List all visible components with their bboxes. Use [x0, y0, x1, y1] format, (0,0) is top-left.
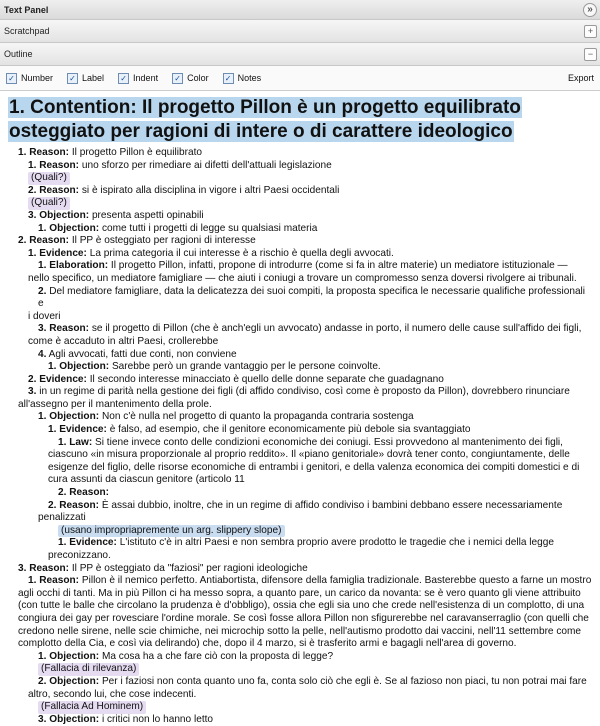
text-panel-bar[interactable]: [0, 0, 600, 20]
item-number-label: 2.: [38, 285, 47, 297]
item-number-label: 1. Reason:: [28, 159, 80, 171]
item-text: Agli avvocati, fatti due conti, non conviene: [46, 348, 237, 360]
outline-item[interactable]: [8, 210, 593, 223]
item-number-label: 3.: [28, 386, 37, 398]
outline-item[interactable]: [8, 361, 593, 374]
export-button[interactable]: Export: [567, 73, 594, 83]
collapse-minus-icon[interactable]: −: [584, 48, 597, 61]
outline-note: (Fallacia di rilevanza): [8, 663, 593, 676]
item-text: è falso, ad esempio, che il genitore economicamente più debole sia svantaggiato: [106, 424, 471, 436]
item-text: Il progetto Pillon, infatti, propone di introdurre (come si fa in altre materie) un mediatore istituzionale —: [108, 260, 568, 272]
checkbox-checked-icon[interactable]: ✓: [67, 73, 78, 84]
outline-note: (Quali?): [8, 172, 593, 185]
item-number-label: 1. Evidence:: [28, 247, 87, 259]
checkbox-checked-icon[interactable]: ✓: [223, 73, 234, 84]
item-text-continuation: penalizzati: [38, 512, 86, 524]
outline-item[interactable]: [8, 160, 593, 173]
outline-item[interactable]: [8, 323, 593, 336]
item-number-label: 2. Reason:: [58, 487, 110, 499]
outline-note: (Quali?): [8, 197, 593, 210]
outline-item[interactable]: [8, 424, 593, 437]
scratchpad-bar[interactable]: [0, 20, 600, 43]
option-label[interactable]: ✓ Label: [67, 73, 104, 84]
option-indent[interactable]: ✓ Indent: [118, 73, 158, 84]
item-number-label: 1. Objection:: [48, 361, 110, 373]
outline-item[interactable]: [8, 500, 593, 513]
outline-item[interactable]: [8, 235, 593, 248]
outline-item[interactable]: [8, 651, 593, 664]
outline-item[interactable]: [8, 411, 593, 424]
item-number-label: 1. Evidence:: [58, 537, 117, 549]
option-color[interactable]: ✓ Color: [172, 73, 209, 84]
item-text-continuation: cura assunti da ciascun genitore (articolo 11: [48, 474, 245, 486]
item-text: in un regime di parità nella gestione dei figli (di affido condiviso, così come è proposto da Pillon), dovrebbero rinunciare: [36, 386, 570, 398]
outline-item[interactable]: [8, 223, 593, 236]
contention-title: 1. Contention: Il progetto Pillon è un progetto equilibrato osteggiato per ragioni di intere o di carattere ideologico: [9, 97, 521, 142]
item-text-continuation: agli occhi di tanti. Ma in più Pillon ci ha messo sopra, a quanto pare, un carico da novanta: se è vero quanto gli viene attribuito: [18, 587, 581, 599]
item-number-label: 1. Law:: [58, 436, 93, 448]
item-number-label: 1. Reason:: [28, 575, 80, 587]
option-notes[interactable]: ✓ Notes: [223, 73, 262, 84]
item-text: Del mediatore famigliare, data la delicatezza dei suoi compiti, la proposta specifica le necessarie qualifiche professionali e: [38, 285, 586, 310]
item-text-continuation: altro, secondo lui, che cose indecenti.: [28, 688, 197, 700]
item-text: Il PP è osteggiato da "faziosi" per ragioni ideologiche: [69, 562, 308, 574]
item-number-label: 2. Reason:: [28, 184, 80, 196]
outline-bar[interactable]: [0, 43, 600, 66]
outline-item[interactable]: [8, 248, 593, 261]
item-text: È assai dubbio, inoltre, che in un regime di affido condiviso i bambini debbano essere necessariamente: [99, 499, 563, 511]
text-panel-title: Text Panel: [4, 4, 49, 15]
outline-item[interactable]: [8, 676, 593, 689]
outline-item[interactable]: [8, 386, 593, 399]
item-number-label: 1. Objection:: [38, 222, 100, 234]
item-text: Sarebbe però un grande vantaggio per le persone coinvolte.: [109, 361, 381, 373]
item-text: Il secondo interesse minacciato è quello delle donne separate che guadagnano: [86, 373, 444, 385]
item-number-label: 3. Objection:: [28, 209, 90, 221]
item-text: presenta aspetti opinabili: [89, 209, 204, 221]
item-text-continuation: nello specifico, un mediatore famigliare — che aiuti i coniugi a trovare un compromesso senza doversi rivolgere ai tribunali.: [28, 272, 577, 284]
option-number[interactable]: ✓ Number: [6, 73, 53, 84]
item-number-label: 1. Elaboration:: [38, 260, 109, 272]
outline-item[interactable]: [8, 537, 593, 550]
item-text: Pillon è il nemico perfetto. Antiabortista, difensore della famiglia tradizionale. Basterebbe questo a farne un mostro: [79, 575, 592, 587]
item-number-label: 3. Reason:: [38, 323, 90, 335]
outline-item[interactable]: [8, 575, 593, 588]
item-text: Il PP è osteggiato per ragioni di interesse: [69, 235, 256, 247]
item-text-continuation: preconizzano.: [48, 550, 111, 561]
outline-item[interactable]: [8, 147, 593, 160]
item-text-continuation: (con tutte le balle che circolano la prudenza è d'obbligo), ossia che egli sia uno che crede nell'esistenza di un complotto, di una: [18, 600, 585, 612]
outline-lines: [8, 147, 593, 726]
item-text-continuation: congiura dei gay per rovesciare l'ordine morale. Se così fosse allora Pillon non sfigurerebbe nel caravanserraglio (con quelli che: [18, 612, 589, 624]
outline-item[interactable]: [8, 260, 593, 273]
item-number-label: 3. Reason:: [18, 562, 70, 574]
item-text-continuation: ciascuno «in misura proporzionale al proprio reddito». Il «piano genitoriale» dovrà tener conto, congiuntamente, delle: [48, 449, 570, 461]
item-text: Non c'è nulla nel progetto di quanto la propaganda contraria sostenga: [99, 411, 414, 423]
collapse-icon[interactable]: »: [583, 3, 597, 17]
item-number-label: 1. Reason:: [18, 147, 70, 158]
item-number-label: 1. Objection:: [38, 650, 100, 662]
item-text-continuation: come è accaduto in altri Paesi, crollerebbe: [28, 335, 219, 347]
item-text: La prima categoria il cui interesse è a rischio è quella degli avvocati.: [86, 247, 394, 259]
item-text-continuation: all'assegno per il mantenimento della prole.: [18, 398, 212, 410]
item-text: Ma cosa ha a che fare ciò con la proposta di legge?: [99, 650, 334, 662]
item-text-continuation: esigenze del figlio, delle risorse economiche di entrambi i genitori, e della valenza economica dei compiti domestici e di: [48, 461, 580, 473]
outline-item[interactable]: [8, 487, 593, 500]
item-text: se il progetto di Pillon (che è anch'egli un avvocato) andasse in porto, il numero delle cause sull'affido dei figli,: [89, 323, 582, 335]
item-text: Si tiene invece conto delle condizioni economiche dei coniugi. Essi provvedono al mantenimento dei figli,: [92, 436, 563, 448]
item-number-label: 2. Reason:: [48, 499, 100, 511]
scratchpad-title: Scratchpad: [4, 26, 50, 36]
outline-title: Outline: [4, 49, 33, 59]
outline-item[interactable]: [8, 185, 593, 198]
item-text: uno sforzo per rimediare ai difetti dell'attuali legislazione: [79, 159, 332, 171]
outline-note: (Fallacia Ad Hominem): [8, 701, 593, 714]
item-text-continuation: credono nelle sirene, nelle scie chimiche, nei microchip sotto la pelle, nell'autismo prodotto dai vaccini, nell'11 settembre come: [18, 625, 582, 637]
item-number-label: 2. Evidence:: [28, 373, 87, 385]
item-text: Per i faziosi non conta quanto uno fa, conta solo ciò che egli è. Se al fazioso non piaci, tu non potrai mai fare: [99, 675, 587, 687]
item-number-label: 4.: [38, 348, 47, 360]
expand-plus-icon[interactable]: +: [584, 25, 597, 38]
item-text: i critici non lo hanno letto: [99, 713, 214, 725]
outline-text: [0, 91, 600, 726]
item-number-label: 3. Objection:: [38, 713, 100, 725]
outline-item[interactable]: [8, 349, 593, 362]
outline-item[interactable]: [8, 714, 593, 726]
checkbox-checked-icon[interactable]: ✓: [118, 73, 129, 84]
outline-options: [0, 66, 600, 91]
checkbox-checked-icon[interactable]: ✓: [6, 73, 17, 84]
item-number-label: 2. Objection:: [38, 675, 100, 687]
item-text-continuation: complotto della Cia, e così via delirando) che, dopo il 4 marzo, si è trasferito armi e bagagli nell'area di governo.: [18, 638, 517, 650]
outline-note: (usano impropriapremente un arg. slippery slope): [8, 525, 593, 538]
outline-item[interactable]: [8, 374, 593, 387]
outline-item[interactable]: [8, 437, 593, 450]
item-text: L'istituto c'è in altri Paesi e non sembra proprio avere prodotto le tragedie che i nemici della legge: [116, 537, 554, 549]
item-text: come tutti i progetti di legge su qualsiasi materia: [99, 222, 318, 234]
item-text-continuation: i doveri: [28, 310, 61, 322]
checkbox-checked-icon[interactable]: ✓: [172, 73, 183, 84]
item-text: Il progetto Pillon è equilibrato: [69, 147, 203, 158]
outline-item[interactable]: [8, 563, 593, 576]
item-number-label: 1. Objection:: [38, 411, 100, 423]
outline-item[interactable]: [8, 286, 593, 311]
item-text: si è ispirato alla disciplina in vigore i altri Paesi occidentali: [79, 184, 340, 196]
item-number-label: 2. Reason:: [18, 235, 70, 247]
item-number-label: 1. Evidence:: [48, 424, 107, 436]
